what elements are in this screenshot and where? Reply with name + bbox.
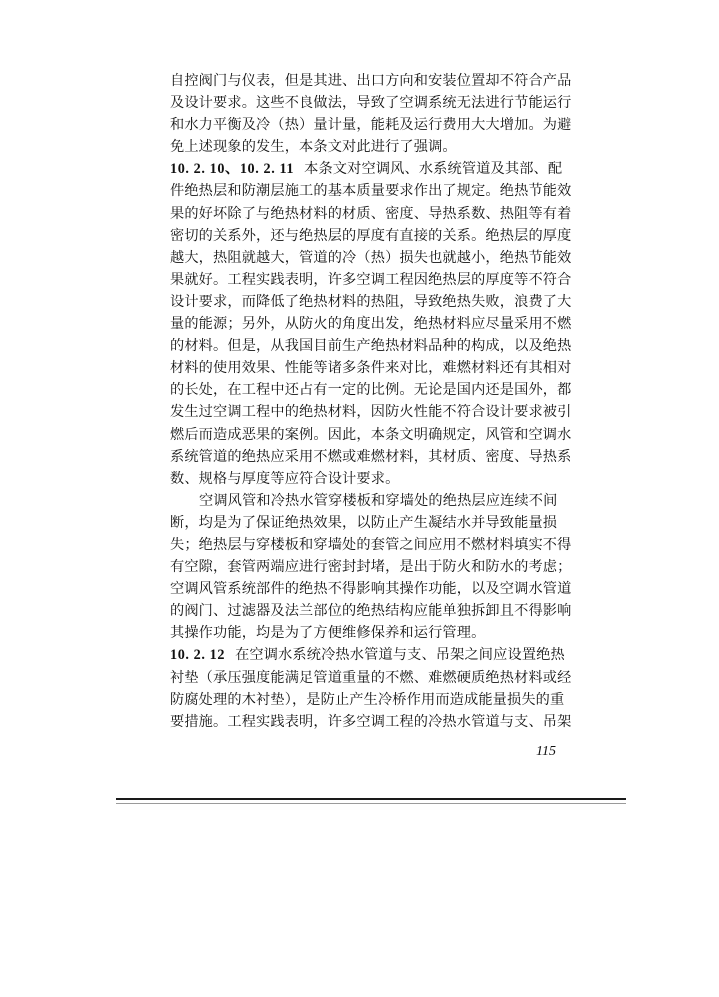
- clause-number: 10. 2. 12: [170, 647, 226, 664]
- text-line: 件绝热层和防潮层施工的基本质量要求作出了规定。绝热节能效: [170, 183, 572, 200]
- page-number: 115: [536, 744, 556, 759]
- body-text: [170, 70, 580, 733]
- text-line: 防腐处理的木衬垫），是防止产生冷桥作用而造成能量损失的重: [170, 691, 565, 708]
- text-line: 数、规格与厚度等应符合设计要求。: [170, 470, 400, 487]
- text-line: 要措施。工程实践表明，许多空调工程的冷热水管道与支、吊架: [170, 713, 572, 730]
- text-line: 材料的使用效果、性能等诸多条件来对比，难燃材料还有其相对: [170, 360, 572, 377]
- text-line: 的阀门、过滤器及法兰部位的绝热结构应能单独拆卸且不得影响: [170, 603, 572, 620]
- text-line: 的材料。但是，从我国目前生产绝热材料品种的构成，以及绝热: [170, 338, 572, 355]
- text-line: 系统管道的绝热应采用不燃或难燃材料，其材质、密度、导热系: [170, 448, 572, 465]
- text-line: 发生过空调工程中的绝热材料，因防火性能不符合设计要求被引: [170, 404, 572, 421]
- text-line: 有空隙，套管两端应进行密封封堵，是出于防火和防水的考虑；: [170, 559, 572, 576]
- text-line: 其操作功能，均是为了方便维修保养和运行管理。: [170, 625, 486, 642]
- text-line: 空调风管系统部件的绝热不得影响其操作功能，以及空调水管道: [170, 581, 572, 598]
- text-line: 和水力平衡及冷（热）量计量，能耗及运行费用大大增加。为避: [170, 117, 572, 134]
- text-line: 的长处，在工程中还占有一定的比例。无论是国内还是国外，都: [170, 382, 572, 399]
- clause-text: 本条文对空调风、水系统管道及其部、配: [304, 161, 563, 178]
- clause-text: 在空调水系统冷热水管道与支、吊架之间应设置绝热: [235, 647, 565, 664]
- clause-heading-line: [170, 644, 580, 666]
- clause-heading-line: [170, 158, 580, 180]
- text-line: 自控阀门与仪表，但是其进、出口方向和安装位置却不符合产品: [170, 73, 572, 89]
- text-line: 免上述现象的发生，本条文对此进行了强调。: [170, 139, 457, 156]
- text-line: 果的好坏除了与绝热材料的材质、密度、导热系数、热阻等有着: [170, 205, 572, 222]
- text-line: 失；绝热层与穿楼板和穿墙处的套管之间应用不燃材料填实不得: [170, 536, 572, 553]
- clause-number: 10. 2. 10、10. 2. 11: [170, 161, 295, 178]
- text-line: 设计要求，而降低了绝热材料的热阻，导致绝热失败，浪费了大: [170, 293, 572, 310]
- text-line: 衬垫（承压强度能满足管道重量的不燃、难燃硬质绝热材料或经: [170, 669, 572, 686]
- text-line: 燃后而造成恶果的案例。因此，本条文明确规定，风管和空调水: [170, 426, 572, 443]
- text-line: 断，均是为了保证绝热效果，以防止产生凝结水并导致能量损: [170, 514, 558, 531]
- text-line: 量的能源；另外，从防火的角度出发，绝热材料应尽量采用不燃: [170, 316, 572, 333]
- text-line: 越大，热阻就越大，管道的冷（热）损失也就越小，绝热节能效: [170, 249, 572, 266]
- page-bottom-rule-shadow: [116, 803, 626, 804]
- text-line: 及设计要求。这些不良做法，导致了空调系统无法进行节能运行: [170, 95, 572, 112]
- text-line: 密切的关系外，还与绝热层的厚度有直接的关系。绝热层的厚度: [170, 227, 572, 244]
- text-line: 果就好。工程实践表明，许多空调工程因绝热层的厚度等不符合: [170, 271, 572, 288]
- paragraph-first-line: 空调风管和冷热水管穿楼板和穿墙处的绝热层应连续不间: [199, 492, 558, 509]
- page-bottom-rule: [116, 798, 626, 800]
